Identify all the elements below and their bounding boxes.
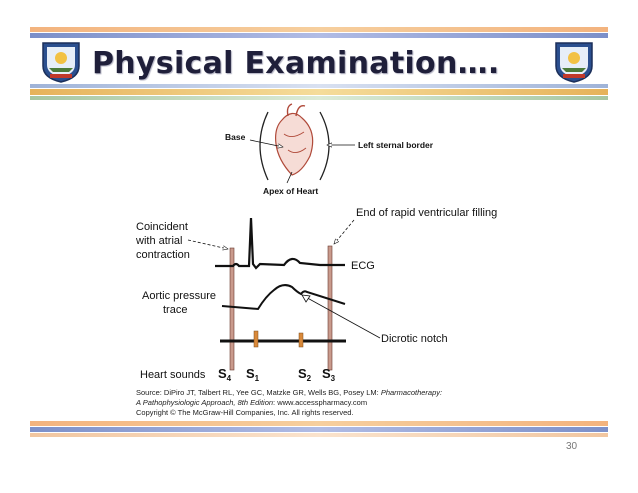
source-line2: A Pathophysiologic Approach, 8th Edition: www.accesspharmacy.com [136,398,368,407]
left-sternal-border-label: Left sternal border [358,140,434,150]
end-filling-label: End of rapid ventricular filling [356,207,498,219]
bottom-band-blue [30,427,608,432]
dicrotic-pointer [302,295,380,338]
dicrotic-arrowhead [302,295,310,302]
chest-outline-right [320,112,329,180]
end-filling-pointer [334,220,354,244]
slide-title: Physical Examination…. [92,46,500,81]
ecg-trace [215,218,345,268]
coincident-label-line1: Coincident [136,221,188,233]
bottom-band-peach [30,433,608,437]
s3-label: $S_3$ [322,366,336,383]
heart-illustration [225,104,434,196]
s4-label: $S_4$ [218,366,232,383]
page-number: 30 [566,441,578,452]
source-line1: Source: DiPiro JT, Talbert RL, Yee GC, Matzke GR, Wells BG, Posey LM: Pharmacotherapy: [136,388,443,397]
chest-outline-left [260,112,268,180]
s2-bar [299,333,303,347]
bottom-band-orange [30,421,608,426]
apex-pointer [287,172,292,183]
heart-sounds-label: Heart sounds [140,369,206,381]
waveform-diagram [135,207,497,383]
apex-label: Apex of Heart [263,186,319,196]
atrial-pointer [188,240,228,249]
heart-shape [276,113,313,175]
ecg-label: ECG [351,260,375,272]
s1-bar [254,331,258,347]
source-citation [135,388,442,417]
dicrotic-label: Dicrotic notch [381,333,448,345]
aortic-pressure-trace [222,285,345,309]
s1-label: $S_1$ [246,366,260,383]
coincident-label-line3: contraction [136,249,190,261]
aortic-label-line1: Aortic pressure [142,290,216,302]
coincident-label-line2: with atrial [136,235,183,247]
base-label: Base [225,132,246,142]
copyright-line: Copyright © The McGraw-Hill Companies, Inc. All rights reserved. [136,408,354,417]
s2-label: $S_2$ [298,366,312,383]
aortic-label-line2: trace [163,304,188,316]
